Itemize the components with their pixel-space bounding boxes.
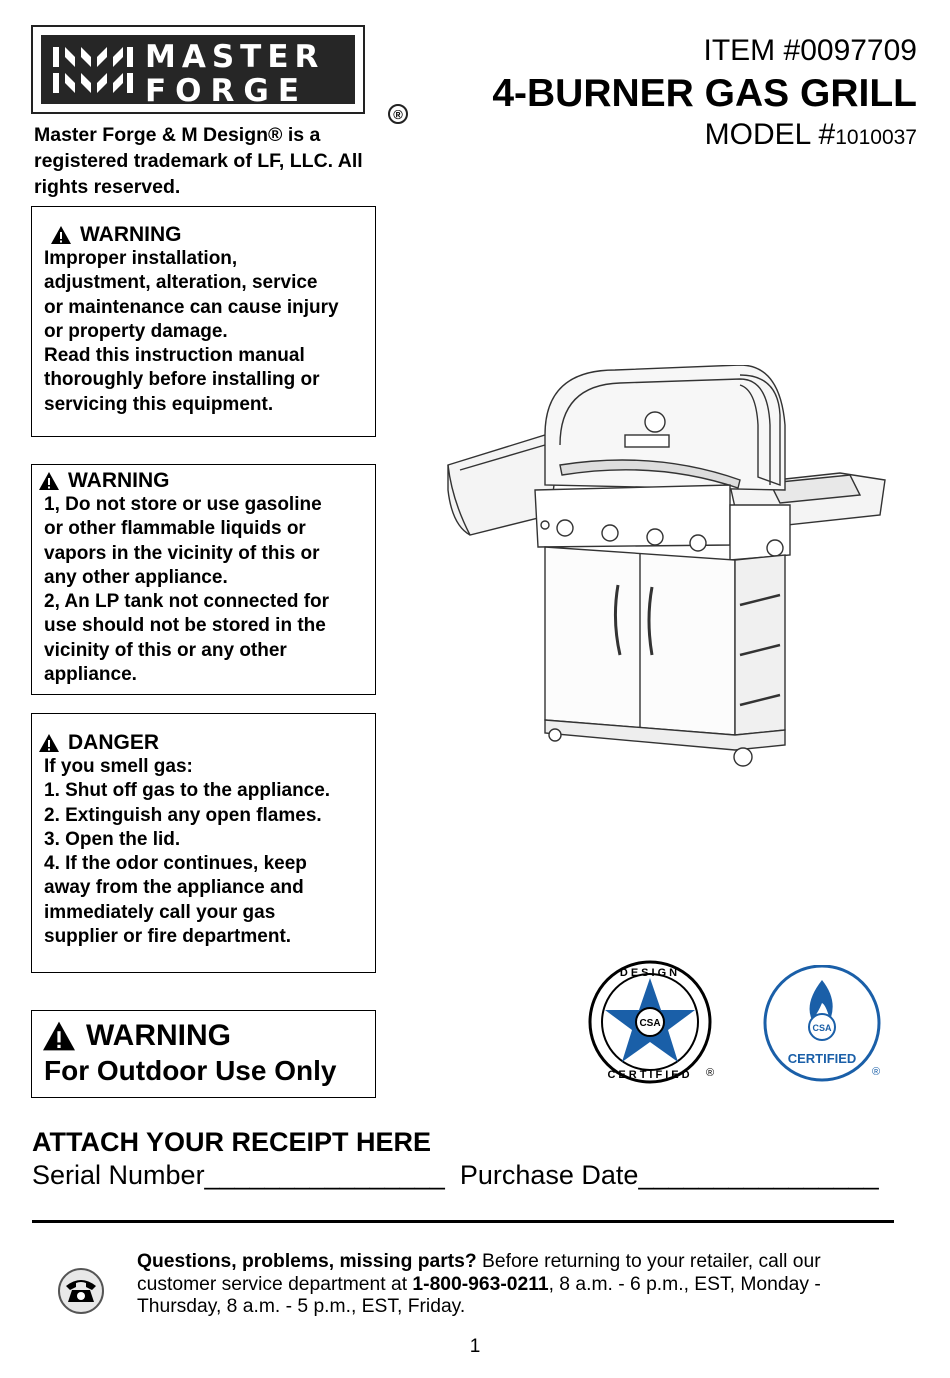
warning-heading <box>40 1019 363 1053</box>
text-line: 2, An LP tank not connected for <box>44 591 330 613</box>
text-line: supplier or fire department. <box>44 926 292 948</box>
contact-text: Before returning to your retailer, call our customer service department at <box>137 1251 821 1295</box>
text-line: away from the appliance and <box>44 877 304 899</box>
danger-heading <box>38 731 363 755</box>
warning-triangle-icon <box>38 471 60 491</box>
danger-title: DANGER <box>68 731 160 754</box>
logo-panel <box>41 35 355 109</box>
text-line: use should not be stored in the <box>44 615 326 637</box>
page-title: 4-BURNER GAS GRILL <box>492 72 917 115</box>
text-line: thoroughly before installing or <box>44 369 320 391</box>
text-line: 3. Open the lid. <box>44 828 181 850</box>
text-line: vapors in the vicinity of this or <box>44 542 320 564</box>
warning-box-installation <box>31 206 376 437</box>
phone-number[interactable]: 1-800-963-0211 <box>412 1273 549 1295</box>
grill-illustration <box>440 365 890 775</box>
warning-title: WARNING <box>80 223 182 246</box>
warning-title: WARNING <box>86 1019 231 1052</box>
danger-text <box>38 755 363 949</box>
warning-text <box>38 493 363 687</box>
warning-title: WARNING <box>68 469 170 492</box>
model-value: 1010037 <box>835 126 917 149</box>
text-line: any other appliance. <box>44 566 228 588</box>
serial-number-field[interactable]: Serial Number________________ <box>32 1160 445 1190</box>
text-line: 2. Extinguish any open flames. <box>44 804 322 826</box>
customer-service-info <box>137 1251 877 1319</box>
warning-triangle-icon <box>38 733 60 753</box>
text-line: Improper installation, <box>44 248 238 269</box>
trademark-notice: Master Forge & M Design® is a registered trademark of LF, LLC. All rights reserved. <box>34 124 363 198</box>
telephone-icon <box>58 1268 104 1314</box>
divider <box>32 1220 894 1223</box>
text-line: or other flammable liquids or <box>44 518 306 540</box>
brand-logo <box>31 25 365 114</box>
text-line: vicinity of this or any other <box>44 639 287 661</box>
text-line: or maintenance can cause injury <box>44 296 339 318</box>
registered-mark: ® <box>388 104 408 124</box>
csa-mark: CSA <box>639 1018 661 1029</box>
logo-line-2: FORGE <box>145 73 309 109</box>
csa-mark: CSA <box>812 1023 832 1033</box>
item-number: ITEM #0097709 <box>703 34 917 67</box>
model-prefix: MODEL # <box>704 118 836 151</box>
design-certified-seal <box>588 960 718 1085</box>
warning-triangle-icon <box>50 225 72 245</box>
logo-line-1: MASTER <box>145 39 325 75</box>
certified-label: CERTIFIED <box>607 1069 693 1081</box>
text-line: 1, Do not store or use gasoline <box>44 494 322 515</box>
warning-box-gasoline <box>31 464 376 695</box>
model-number <box>705 118 917 152</box>
text-line: If you smell gas: <box>44 756 193 777</box>
m-design-icon <box>51 43 135 99</box>
text-line: Read this instruction manual <box>44 345 305 367</box>
text-line: servicing this equipment. <box>44 393 274 415</box>
certified-label: CERTIFIED <box>787 1051 857 1066</box>
warning-heading <box>38 469 363 493</box>
purchase-date-field[interactable]: Purchase Date________________ <box>459 1160 879 1190</box>
text-line: or property damage. <box>44 320 228 342</box>
text-line: 1. Shut off gas to the appliance. <box>44 780 331 802</box>
danger-box-gas-smell <box>31 713 376 973</box>
outdoor-notice: For Outdoor Use Only <box>44 1055 337 1086</box>
warning-text <box>44 247 363 417</box>
warning-box-outdoor <box>31 1010 376 1098</box>
reg-symbol: ® <box>706 1067 715 1079</box>
design-label: DESIGN <box>619 967 681 979</box>
receipt-fields <box>32 1160 879 1191</box>
receipt-heading: ATTACH YOUR RECEIPT HERE <box>32 1127 432 1157</box>
blue-certified-seal <box>760 965 890 1085</box>
contact-hours: , 8 a.m. - 6 p.m., EST, Monday - Thursday, 8 a.m. - 5 p.m., EST, Friday. <box>137 1273 821 1317</box>
text-line: immediately call your gas <box>44 901 276 923</box>
reg-symbol: ® <box>872 1066 881 1078</box>
page-number: 1 <box>469 1336 481 1357</box>
text-line: appliance. <box>44 664 137 686</box>
warning-heading <box>44 223 363 247</box>
text-line: 4. If the odor continues, keep <box>44 853 307 875</box>
warning-triangle-icon <box>40 1020 78 1052</box>
text-line: adjustment, alteration, service <box>44 272 318 294</box>
contact-lead: Questions, problems, missing parts? <box>137 1251 477 1272</box>
